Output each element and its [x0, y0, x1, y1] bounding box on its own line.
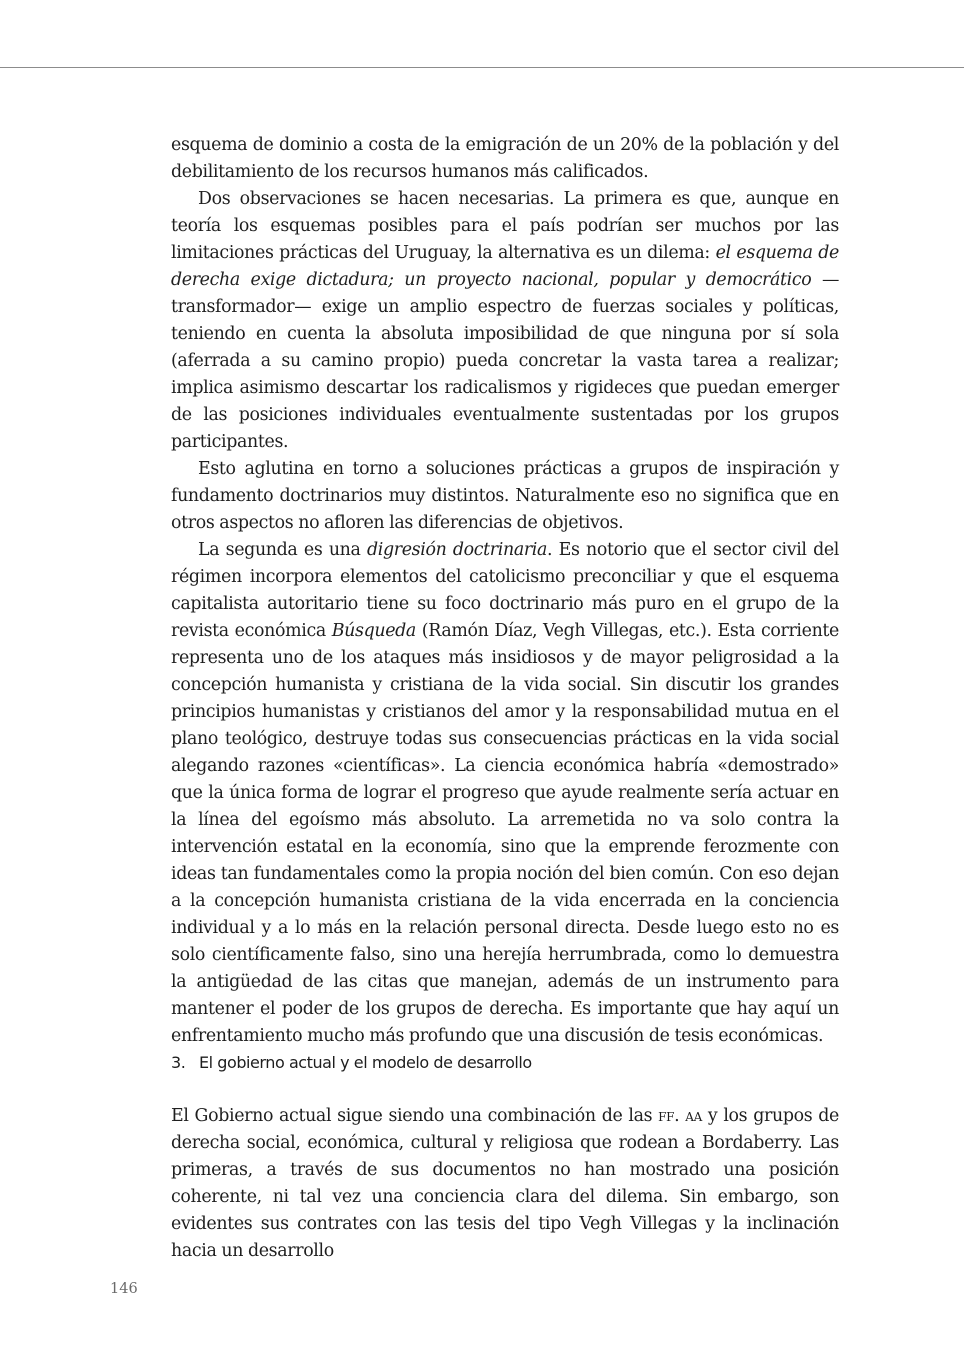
text-run: esquema de dominio a costa de la emigración de un 20% de la población y del debilitamiento de los recursos humanos más calificados. [171, 135, 839, 182]
text-run: . Es notorio que el sector civil del régimen incorpora elementos del catolicismo preconciliar y que el esquema capitalista autoritario tiene su foco doctrinario más puro en el grupo de la revista económica [171, 540, 839, 641]
text-run: Dos observaciones se hacen necesarias. La primera es que, aunque en teoría los esquemas posibles para el país podrían ser muchos por las limitaciones prácticas del Uruguay, la alternativa es un dilema: [171, 189, 839, 263]
body-text [171, 132, 839, 1050]
section-heading [171, 1052, 839, 1074]
italic-text: el esquema de derecha exige dictadura; un proyecto nacional, popular y democrático [171, 243, 839, 290]
paragraph [171, 1103, 839, 1265]
section-number: 3. [171, 1053, 186, 1072]
text-run: (Ramón Díaz, Vegh Villegas, etc.). Esta corriente representa uno de los ataques más insidiosos y de mayor peligrosidad a la concepción humanista y cristiana de la vida social. Sin discutir los grandes principios humanistas y cristianos del amor y la responsabilidad mutua en el plano teológico, destruye todas sus consecuencias prácticas en la vida social alegando razones «científicas». La ciencia económica habría «demostrado» que la única forma de lograr el progreso que ayude realmente sería actuar en la línea del egoísmo más absoluto. La arremetida no va solo contra la intervención estatal en la economía, sino que la emprende ferozmente con ideas tan fundamentales como la propia noción del bien común. Con eso dejan a la concepción humanista cristiana de la vida encerrada en la conciencia individual y a lo más en la relación personal directa. Desde luego esto no es solo científicamente falso, sino una herejía herrumbrada, como lo demuestra la antigüedad de las citas que manejan, además de un instrumento para mantener el poder de los grupos de derecha. Es importante que hay aquí un enfrentamiento mucho más profundo que una discusión de tesis económicas. [171, 621, 840, 1046]
text-run: y los grupos de derecha social, económica, cultural y religiosa que rodean a Bordaberry. Las primeras, a través de sus documentos no han mostrado una posición coherente, ni tal vez una conciencia clara del dilema. Sin embargo, son evidentes sus contrates con las tesis del tipo Vegh Villegas y la inclinación hacia un desarrollo [171, 1106, 840, 1261]
text-run: Esto aglutina en torno a soluciones prácticas a grupos de inspiración y fundamento doctrinarios muy distintos. Naturalmente eso no significa que en otros aspectos no afloren las diferencias de objetivos. [171, 459, 839, 533]
section-title: El gobierno actual y el modelo de desarrollo [199, 1053, 532, 1072]
text-run: —transformador— exige un amplio espectro de fuerzas sociales y políticas, teniendo en cuenta la absoluta imposibilidad de que ninguna por sí sola (aferrada a su camino propio) pueda concretar la vasta tarea a realizar; implica asimismo descartar los radicalismos y rigideces que puedan emerger de las posiciones individuales eventualmente sustentadas por los grupos participantes. [171, 270, 839, 452]
paragraph [171, 186, 839, 456]
paragraph [171, 132, 839, 186]
paragraph [171, 456, 839, 537]
paragraph [171, 537, 839, 1050]
italic-text: Búsqueda [331, 621, 416, 641]
text-run: La segunda es una [198, 540, 367, 560]
text-run: El Gobierno actual sigue siendo una combinación de las [171, 1106, 659, 1126]
section-body-text [171, 1103, 839, 1265]
header-rule [0, 67, 964, 68]
page-number: 146 [110, 1281, 138, 1297]
abbreviation: ff. aa [658, 1106, 702, 1126]
italic-text: digresión doctrinaria [367, 540, 548, 560]
